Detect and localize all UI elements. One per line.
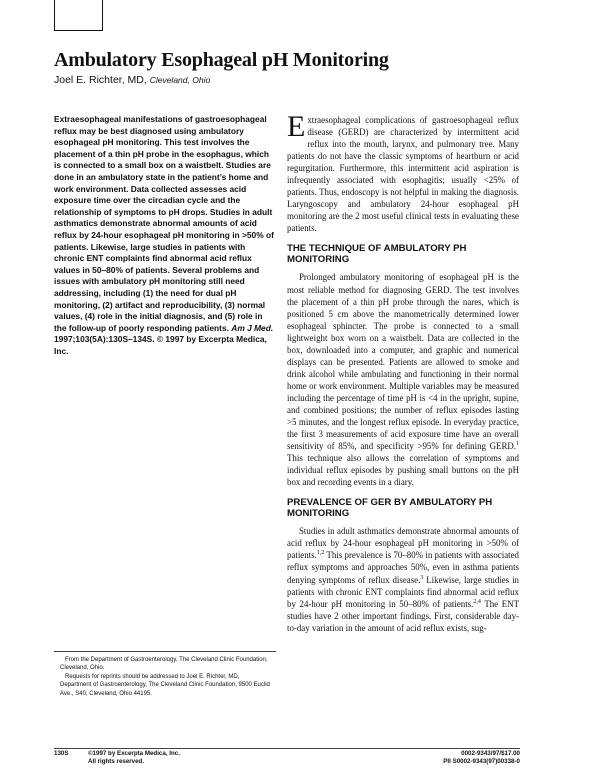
page-number: 130S	[54, 750, 69, 757]
footer-left	[54, 750, 180, 766]
section-heading-technique: THE TECHNIQUE OF AMBULATORY PH MONITORING	[287, 243, 467, 266]
drop-cap: E	[287, 110, 306, 143]
abstract-text: Extraesophageal manifestations of gastroesophageal reflux may be best diagnosed using ambulatory esophageal pH monitoring. This test involves the placement of a thin pH probe in the esophagus, which is connected to a small box on a waistbelt. Studies are done in an ambulatory state in the patient’s home and work environment. Data collected assesses acid exposure time over the circadian cycle and the relationship of symptoms to pH drops. Studies in adult asthmatics demonstrate abnormal amounts of acid reflux by 24-hour esophageal pH monitoring in >50% of patients. Likewise, large studies in patients with chronic ENT complaints find abnormal acid reflux values in 50–80% of patients. Several problems and issues with ambulatory pH monitoring still need addressing, including (1) the need for dual pH monitoring, (2) artifact and reproducibility, (3) normal values, (4) role in the initial diagnosis, and (5) role in the follow-up of poorly responding patients.	[54, 114, 274, 333]
prevalence-reference-a: 1,2	[316, 550, 325, 557]
header-frame-box	[54, 0, 103, 31]
footer-copyright: ©1997 by Excerpta Medica, Inc.	[88, 750, 180, 757]
technique-text-a: Prolonged ambulatory monitoring of esophageal pH is the most reliable method for diagnosing GERD. The test involves the placement of a thin pH probe through the nares, which is positioned 5 cm above the manometrically determined lower esophageal sphincter. The probe is connected to a small lightweight box worn on a waistbelt. Data are collected in the box, downloaded into a computer, and graphic and numerical displays can be presented. Patients are allowed to smoke and drink alcohol while ambulating and functioning in their normal home or work environment. Multiple variables may be measured including the percentage of time pH is <4 in the upright, supine, and combined positions; the number of reflux episodes lasting >5 minutes, and the longest reflux episode. In everyday practice, the first 3 measurements of acid exposure time have an overall sensitivity of 85%, and specificity >95% for defining GERD.	[287, 272, 519, 452]
author-location: Cleveland, Ohio	[149, 75, 211, 85]
body-column	[287, 110, 520, 634]
prevalence-reference-c: 2,4	[473, 598, 481, 605]
prevalence-paragraph	[287, 525, 519, 633]
section-heading-prevalence: PREVALENCE OF GER BY AMBULATORY PH MONITORING	[287, 497, 493, 520]
intro-text: xtraesophageal complications of gastroesophageal reflux disease (GERD) are characterized by intermittent acid reflux into the mouth, larynx, and pulmonary tree. Many patients do not have the classic symptoms of heartburn or acid regurgitation. Furthermore, this intermittent acid aspiration is infrequently associated with esophagitis; usually <25% of patients. Thus, endoscopy is not helpful in making the diagnosis. Laryngoscopy and ambulatory 24-hour esophageal pH monitoring are the 2 most useful clinical tests in evaluating these patients.	[287, 115, 519, 234]
prevalence-text-d: The ENT studies have 2 other important findings. First, considerable day-to-day variation in the amount of acid reflux exists, sug-	[287, 598, 520, 633]
technique-text-b: This technique also allows the correlation of symptoms and individual reflux episodes by pushing small buttons on the pH box and recording events in a diary.	[287, 453, 519, 488]
author-name: Joel E. Richter, MD,	[54, 74, 147, 86]
footnotes	[60, 656, 270, 698]
abstract	[54, 114, 276, 357]
technique-paragraph	[287, 271, 519, 488]
footer-right	[443, 750, 520, 766]
technique-reference: 1	[516, 441, 519, 448]
footer-pii: PII S0002-9343(97)00338-0	[443, 757, 520, 765]
prevalence-text-b: This prevalence is 70–80% in patients with associated reflux symptoms and approaches 50%, even in asthma patients denying symptoms of reflux disease.	[287, 550, 519, 585]
prevalence-reference-b: 3	[420, 574, 424, 581]
abstract-citation: 1997;103(5A):130S–134S. © 1997 by Excerpta Medica, Inc.	[54, 334, 267, 356]
footnote-divider	[54, 651, 276, 652]
footer-rights: All rights reserved.	[88, 757, 145, 765]
footer-divider	[54, 748, 520, 749]
author-line	[54, 74, 210, 86]
footnote-reprints: Requests for reprints should be addressed to Joel E. Richter, MD, Department of Gastroenterology, The Cleveland Clinic Foundation, 9500 Euclid Ave., S40, Cleveland, Ohio 44195.	[60, 673, 270, 697]
intro-paragraph	[287, 110, 519, 234]
abstract-journal: Am J Med.	[231, 322, 274, 333]
footnote-affiliation: From the Department of Gastroenterology, The Cleveland Clinic Foundation, Cleveland, Ohio.	[60, 657, 268, 672]
prevalence-text-a: Studies in adult asthmatics demonstrate abnormal amounts of acid reflux by 24-hour esophageal pH monitoring in >50% of patients.	[287, 526, 519, 561]
prevalence-text-c: Likewise, large studies in patients with chronic ENT complaints find abnormal acid reflux by 24-hour pH monitoring in 50–80% of patients.	[287, 574, 519, 609]
footer-issn: 0002-9343/97/$17.00	[461, 750, 520, 757]
article-title: Ambulatory Esophageal pH Monitoring	[54, 49, 389, 71]
